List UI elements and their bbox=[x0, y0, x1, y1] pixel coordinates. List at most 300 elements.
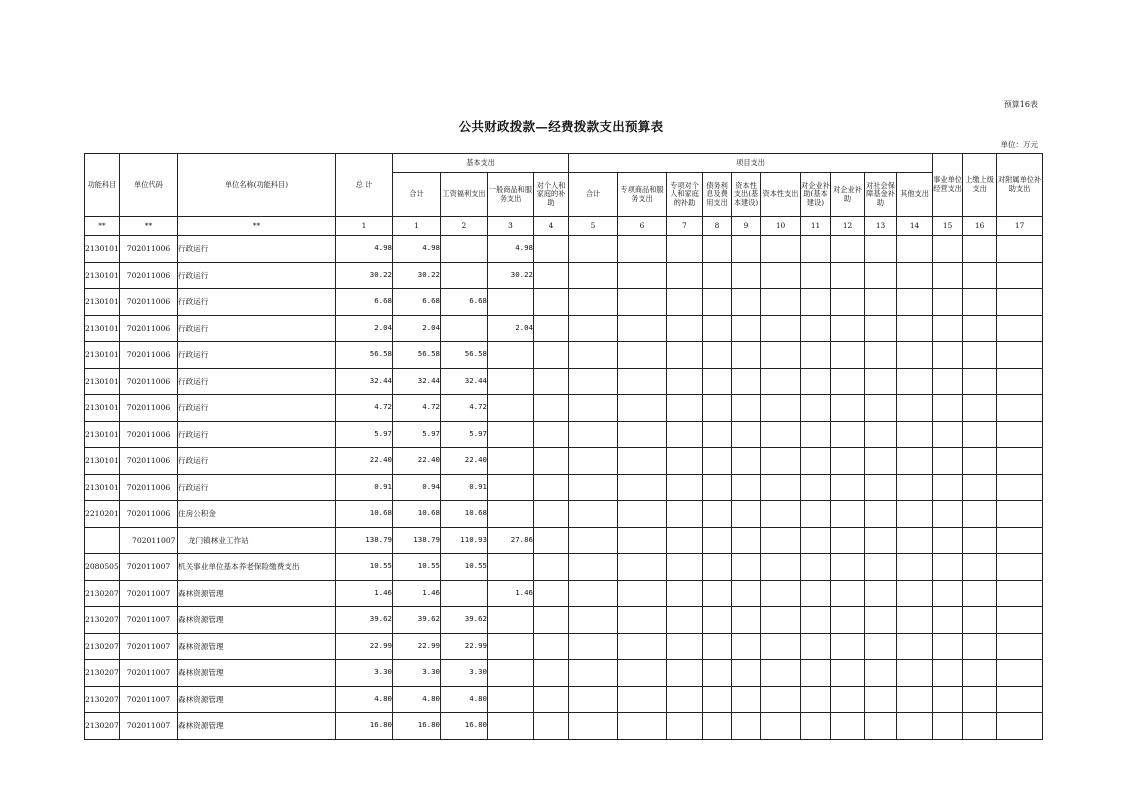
cell-empty bbox=[732, 342, 761, 369]
index-cell: 11 bbox=[801, 217, 831, 236]
cell-empty bbox=[703, 474, 732, 501]
header-special-goods: 专项商品和服务支出 bbox=[618, 173, 667, 217]
cell-empty bbox=[933, 395, 963, 422]
header-upper: 上缴上级支出 bbox=[963, 154, 997, 217]
cell-empty bbox=[667, 554, 703, 581]
cell-empty bbox=[732, 448, 761, 475]
cell-empty bbox=[831, 315, 865, 342]
cell-empty bbox=[897, 236, 933, 263]
cell-empty bbox=[761, 686, 801, 713]
cell-empty bbox=[703, 713, 732, 740]
cell-personal bbox=[534, 315, 569, 342]
cell-empty bbox=[831, 474, 865, 501]
cell-empty bbox=[831, 660, 865, 687]
cell-personal bbox=[534, 607, 569, 634]
cell-empty bbox=[963, 421, 997, 448]
cell-empty bbox=[761, 633, 801, 660]
cell-personal bbox=[534, 501, 569, 528]
cell-empty bbox=[569, 421, 618, 448]
cell-empty bbox=[569, 660, 618, 687]
cell-empty bbox=[618, 368, 667, 395]
unit-label: 单位：万元 bbox=[1000, 140, 1038, 149]
cell-empty bbox=[761, 554, 801, 581]
cell-basic-sum: 1.46 bbox=[393, 580, 441, 607]
cell-basic-sum: 0.94 bbox=[393, 474, 441, 501]
cell-func-code: 2130207 bbox=[85, 607, 120, 634]
cell-empty bbox=[703, 607, 732, 634]
cell-empty bbox=[801, 554, 831, 581]
cell-personal bbox=[534, 342, 569, 369]
cell-empty bbox=[865, 713, 897, 740]
cell-unit-name: 行政运行 bbox=[178, 448, 336, 475]
cell-unit-code: 702011007 bbox=[120, 607, 178, 634]
cell-empty bbox=[732, 501, 761, 528]
cell-func-code bbox=[85, 527, 120, 554]
cell-empty bbox=[963, 527, 997, 554]
cell-empty bbox=[933, 368, 963, 395]
cell-basic-sum: 39.62 bbox=[393, 607, 441, 634]
cell-empty bbox=[703, 395, 732, 422]
index-cell: 1 bbox=[336, 217, 393, 236]
cell-personal bbox=[534, 236, 569, 263]
index-row bbox=[85, 217, 1043, 236]
cell-unit-name: 行政运行 bbox=[178, 236, 336, 263]
cell-empty bbox=[569, 262, 618, 289]
cell-empty bbox=[933, 474, 963, 501]
cell-personal bbox=[534, 554, 569, 581]
cell-empty bbox=[703, 289, 732, 316]
cell-empty bbox=[618, 262, 667, 289]
cell-empty bbox=[569, 554, 618, 581]
cell-empty bbox=[569, 686, 618, 713]
cell-unit-name: 行政运行 bbox=[178, 342, 336, 369]
cell-basic-sum: 2.04 bbox=[393, 315, 441, 342]
cell-empty bbox=[801, 607, 831, 634]
cell-empty bbox=[933, 580, 963, 607]
cell-empty bbox=[933, 236, 963, 263]
cell-empty bbox=[933, 527, 963, 554]
cell-empty bbox=[997, 633, 1043, 660]
cell-empty bbox=[801, 289, 831, 316]
cell-wage: 22.99 bbox=[441, 633, 488, 660]
cell-empty bbox=[618, 607, 667, 634]
cell-empty bbox=[761, 527, 801, 554]
cell-empty bbox=[732, 686, 761, 713]
cell-personal bbox=[534, 686, 569, 713]
cell-empty bbox=[703, 368, 732, 395]
cell-empty bbox=[963, 660, 997, 687]
cell-goods bbox=[488, 660, 534, 687]
cell-empty bbox=[667, 713, 703, 740]
index-cell: 4 bbox=[534, 217, 569, 236]
cell-empty bbox=[667, 607, 703, 634]
cell-wage: 16.80 bbox=[441, 713, 488, 740]
cell-total: 4.80 bbox=[336, 686, 393, 713]
cell-empty bbox=[761, 501, 801, 528]
header-func-code: 功能科目 bbox=[85, 154, 120, 217]
cell-total: 4.98 bbox=[336, 236, 393, 263]
cell-unit-code: 702011006 bbox=[120, 395, 178, 422]
cell-personal bbox=[534, 633, 569, 660]
form-number: 预算16表 bbox=[1003, 100, 1038, 109]
cell-unit-code: 702011007 bbox=[120, 580, 178, 607]
cell-empty bbox=[831, 527, 865, 554]
cell-basic-sum: 22.40 bbox=[393, 448, 441, 475]
cell-empty bbox=[865, 368, 897, 395]
cell-empty bbox=[732, 527, 761, 554]
cell-empty bbox=[997, 527, 1043, 554]
header-wage: 工资福利支出 bbox=[441, 173, 488, 217]
cell-empty bbox=[618, 474, 667, 501]
cell-func-code: 2130207 bbox=[85, 713, 120, 740]
cell-goods bbox=[488, 289, 534, 316]
cell-func-code: 2130101 bbox=[85, 448, 120, 475]
cell-func-code: 2130101 bbox=[85, 342, 120, 369]
cell-empty bbox=[897, 501, 933, 528]
cell-empty bbox=[963, 262, 997, 289]
cell-unit-name: 森林资源管理 bbox=[178, 686, 336, 713]
cell-empty bbox=[831, 633, 865, 660]
cell-empty bbox=[963, 395, 997, 422]
header-capital-build: 资本性支出(基本建设) bbox=[732, 173, 761, 217]
cell-empty bbox=[732, 660, 761, 687]
cell-empty bbox=[618, 289, 667, 316]
cell-goods bbox=[488, 395, 534, 422]
cell-wage: 3.30 bbox=[441, 660, 488, 687]
cell-unit-code: 702011006 bbox=[120, 474, 178, 501]
cell-empty bbox=[703, 342, 732, 369]
header-capital: 资本性支出 bbox=[761, 173, 801, 217]
cell-empty bbox=[865, 262, 897, 289]
cell-empty bbox=[732, 315, 761, 342]
cell-unit-name: 住房公积金 bbox=[178, 501, 336, 528]
cell-empty bbox=[963, 368, 997, 395]
cell-unit-code: 702011006 bbox=[120, 421, 178, 448]
cell-empty bbox=[997, 474, 1043, 501]
table-row bbox=[85, 236, 1043, 263]
cell-empty bbox=[569, 395, 618, 422]
cell-personal bbox=[534, 713, 569, 740]
cell-empty bbox=[761, 262, 801, 289]
table-row bbox=[85, 580, 1043, 607]
cell-empty bbox=[831, 262, 865, 289]
cell-personal bbox=[534, 262, 569, 289]
cell-basic-sum: 32.44 bbox=[393, 368, 441, 395]
cell-empty bbox=[897, 474, 933, 501]
cell-empty bbox=[667, 686, 703, 713]
cell-wage: 10.55 bbox=[441, 554, 488, 581]
cell-empty bbox=[997, 501, 1043, 528]
cell-empty bbox=[667, 633, 703, 660]
cell-wage bbox=[441, 236, 488, 263]
table-row bbox=[85, 501, 1043, 528]
cell-empty bbox=[618, 633, 667, 660]
cell-basic-sum: 4.80 bbox=[393, 686, 441, 713]
cell-empty bbox=[703, 315, 732, 342]
cell-empty bbox=[618, 686, 667, 713]
cell-empty bbox=[933, 342, 963, 369]
cell-empty bbox=[963, 686, 997, 713]
index-cell: 2 bbox=[441, 217, 488, 236]
table-row bbox=[85, 607, 1043, 634]
cell-empty bbox=[963, 315, 997, 342]
index-cell: ** bbox=[178, 217, 336, 236]
cell-empty bbox=[703, 580, 732, 607]
cell-unit-code: 702011007 bbox=[120, 633, 178, 660]
cell-func-code: 2210201 bbox=[85, 501, 120, 528]
cell-empty bbox=[865, 342, 897, 369]
cell-basic-sum: 10.68 bbox=[393, 501, 441, 528]
cell-basic-sum: 3.30 bbox=[393, 660, 441, 687]
cell-empty bbox=[865, 315, 897, 342]
cell-empty bbox=[865, 395, 897, 422]
cell-total: 5.97 bbox=[336, 421, 393, 448]
cell-empty bbox=[667, 527, 703, 554]
cell-empty bbox=[933, 421, 963, 448]
cell-total: 6.68 bbox=[336, 289, 393, 316]
index-cell: 12 bbox=[831, 217, 865, 236]
cell-empty bbox=[618, 342, 667, 369]
header-subsidiary: 对附属单位补助支出 bbox=[997, 154, 1043, 217]
cell-total: 2.04 bbox=[336, 315, 393, 342]
cell-unit-name: 行政运行 bbox=[178, 289, 336, 316]
cell-empty bbox=[963, 448, 997, 475]
table-row bbox=[85, 660, 1043, 687]
cell-empty bbox=[761, 395, 801, 422]
cell-empty bbox=[831, 236, 865, 263]
cell-empty bbox=[963, 342, 997, 369]
header-project-group: 项目支出 bbox=[569, 154, 933, 173]
cell-unit-name: 行政运行 bbox=[178, 474, 336, 501]
cell-empty bbox=[897, 395, 933, 422]
cell-empty bbox=[831, 368, 865, 395]
cell-total: 10.68 bbox=[336, 501, 393, 528]
cell-func-code: 2130207 bbox=[85, 580, 120, 607]
cell-empty bbox=[831, 580, 865, 607]
index-cell: 5 bbox=[569, 217, 618, 236]
cell-empty bbox=[865, 660, 897, 687]
cell-wage: 0.91 bbox=[441, 474, 488, 501]
cell-empty bbox=[997, 368, 1043, 395]
cell-empty bbox=[865, 236, 897, 263]
cell-empty bbox=[667, 421, 703, 448]
cell-empty bbox=[667, 448, 703, 475]
table-row bbox=[85, 421, 1043, 448]
cell-empty bbox=[897, 315, 933, 342]
cell-empty bbox=[618, 448, 667, 475]
table-row bbox=[85, 713, 1043, 740]
cell-unit-name: 行政运行 bbox=[178, 421, 336, 448]
cell-empty bbox=[703, 686, 732, 713]
cell-empty bbox=[761, 607, 801, 634]
cell-unit-name: 森林资源管理 bbox=[178, 580, 336, 607]
cell-empty bbox=[618, 315, 667, 342]
cell-empty bbox=[667, 262, 703, 289]
cell-empty bbox=[831, 713, 865, 740]
index-cell: 7 bbox=[667, 217, 703, 236]
cell-empty bbox=[897, 580, 933, 607]
cell-goods: 4.98 bbox=[488, 236, 534, 263]
header-enterprise-build: 对企业补助(基本建设) bbox=[801, 173, 831, 217]
cell-wage: 4.80 bbox=[441, 686, 488, 713]
cell-basic-sum: 16.80 bbox=[393, 713, 441, 740]
cell-wage: 39.62 bbox=[441, 607, 488, 634]
table-row bbox=[85, 289, 1043, 316]
cell-empty bbox=[865, 554, 897, 581]
cell-func-code: 2130101 bbox=[85, 315, 120, 342]
cell-basic-sum: 138.79 bbox=[393, 527, 441, 554]
cell-empty bbox=[703, 421, 732, 448]
header-unit-code: 单位代码 bbox=[120, 154, 178, 217]
cell-empty bbox=[569, 501, 618, 528]
cell-unit-code: 702011006 bbox=[120, 501, 178, 528]
cell-empty bbox=[761, 315, 801, 342]
cell-empty bbox=[761, 421, 801, 448]
cell-empty bbox=[897, 713, 933, 740]
cell-empty bbox=[618, 527, 667, 554]
cell-empty bbox=[569, 342, 618, 369]
cell-empty bbox=[933, 315, 963, 342]
cell-empty bbox=[897, 686, 933, 713]
cell-goods bbox=[488, 448, 534, 475]
cell-empty bbox=[997, 660, 1043, 687]
cell-goods bbox=[488, 686, 534, 713]
cell-unit-code: 702011007 bbox=[120, 527, 178, 554]
cell-goods bbox=[488, 474, 534, 501]
header-basic-group: 基本支出 bbox=[393, 154, 569, 173]
cell-empty bbox=[761, 713, 801, 740]
cell-unit-name: 龙门镇林业工作站 bbox=[178, 527, 336, 554]
cell-empty bbox=[801, 501, 831, 528]
cell-empty bbox=[732, 421, 761, 448]
cell-personal bbox=[534, 421, 569, 448]
cell-unit-code: 702011007 bbox=[120, 686, 178, 713]
cell-empty bbox=[801, 686, 831, 713]
header-total: 总 计 bbox=[336, 154, 393, 217]
cell-empty bbox=[801, 421, 831, 448]
cell-wage bbox=[441, 315, 488, 342]
cell-total: 3.30 bbox=[336, 660, 393, 687]
cell-empty bbox=[667, 580, 703, 607]
cell-empty bbox=[933, 686, 963, 713]
cell-empty bbox=[801, 580, 831, 607]
cell-unit-code: 702011006 bbox=[120, 262, 178, 289]
table-row bbox=[85, 342, 1043, 369]
cell-total: 56.58 bbox=[336, 342, 393, 369]
cell-goods bbox=[488, 713, 534, 740]
cell-empty bbox=[618, 501, 667, 528]
cell-empty bbox=[569, 633, 618, 660]
cell-basic-sum: 6.68 bbox=[393, 289, 441, 316]
cell-empty bbox=[963, 554, 997, 581]
cell-empty bbox=[618, 660, 667, 687]
cell-unit-name: 森林资源管理 bbox=[178, 607, 336, 634]
cell-empty bbox=[801, 474, 831, 501]
cell-empty bbox=[703, 501, 732, 528]
cell-empty bbox=[732, 554, 761, 581]
index-cell: 1 bbox=[393, 217, 441, 236]
cell-wage: 110.93 bbox=[441, 527, 488, 554]
cell-empty bbox=[831, 448, 865, 475]
cell-unit-code: 702011006 bbox=[120, 448, 178, 475]
cell-personal bbox=[534, 660, 569, 687]
cell-unit-name: 行政运行 bbox=[178, 395, 336, 422]
cell-empty bbox=[963, 236, 997, 263]
cell-empty bbox=[865, 421, 897, 448]
cell-empty bbox=[618, 713, 667, 740]
cell-func-code: 2130207 bbox=[85, 633, 120, 660]
cell-empty bbox=[997, 315, 1043, 342]
index-cell: 14 bbox=[897, 217, 933, 236]
cell-goods bbox=[488, 501, 534, 528]
cell-empty bbox=[801, 633, 831, 660]
cell-empty bbox=[569, 474, 618, 501]
cell-goods: 2.04 bbox=[488, 315, 534, 342]
cell-goods bbox=[488, 421, 534, 448]
index-cell: 17 bbox=[997, 217, 1043, 236]
cell-total: 16.80 bbox=[336, 713, 393, 740]
cell-empty bbox=[933, 607, 963, 634]
cell-empty bbox=[801, 448, 831, 475]
header-unit-name: 单位名称(功能科目) bbox=[178, 154, 336, 217]
cell-empty bbox=[667, 342, 703, 369]
cell-total: 4.72 bbox=[336, 395, 393, 422]
cell-basic-sum: 30.22 bbox=[393, 262, 441, 289]
cell-empty bbox=[569, 315, 618, 342]
header-social: 对社会保障基金补助 bbox=[865, 173, 897, 217]
cell-total: 32.44 bbox=[336, 368, 393, 395]
index-cell: ** bbox=[120, 217, 178, 236]
cell-empty bbox=[801, 660, 831, 687]
cell-empty bbox=[865, 448, 897, 475]
cell-func-code: 2130101 bbox=[85, 474, 120, 501]
cell-wage: 10.68 bbox=[441, 501, 488, 528]
cell-empty bbox=[963, 474, 997, 501]
cell-empty bbox=[801, 368, 831, 395]
cell-empty bbox=[732, 580, 761, 607]
cell-empty bbox=[963, 501, 997, 528]
cell-total: 0.91 bbox=[336, 474, 393, 501]
cell-empty bbox=[732, 368, 761, 395]
header-personal: 对个人和家庭的补助 bbox=[534, 173, 569, 217]
cell-empty bbox=[761, 660, 801, 687]
cell-empty bbox=[865, 474, 897, 501]
cell-empty bbox=[933, 501, 963, 528]
cell-func-code: 2080505 bbox=[85, 554, 120, 581]
cell-basic-sum: 5.97 bbox=[393, 421, 441, 448]
cell-empty bbox=[997, 421, 1043, 448]
cell-total: 30.22 bbox=[336, 262, 393, 289]
cell-personal bbox=[534, 289, 569, 316]
cell-empty bbox=[897, 421, 933, 448]
cell-basic-sum: 22.99 bbox=[393, 633, 441, 660]
cell-empty bbox=[997, 289, 1043, 316]
cell-unit-code: 702011006 bbox=[120, 315, 178, 342]
cell-total: 39.62 bbox=[336, 607, 393, 634]
cell-unit-name: 森林资源管理 bbox=[178, 713, 336, 740]
table-row bbox=[85, 554, 1043, 581]
cell-empty bbox=[801, 342, 831, 369]
cell-empty bbox=[618, 395, 667, 422]
header-goods: 一般商品和服务支出 bbox=[488, 173, 534, 217]
cell-empty bbox=[801, 262, 831, 289]
cell-unit-name: 森林资源管理 bbox=[178, 660, 336, 687]
cell-empty bbox=[569, 713, 618, 740]
cell-empty bbox=[761, 580, 801, 607]
index-cell: 3 bbox=[488, 217, 534, 236]
index-cell: 13 bbox=[865, 217, 897, 236]
cell-func-code: 2130207 bbox=[85, 660, 120, 687]
